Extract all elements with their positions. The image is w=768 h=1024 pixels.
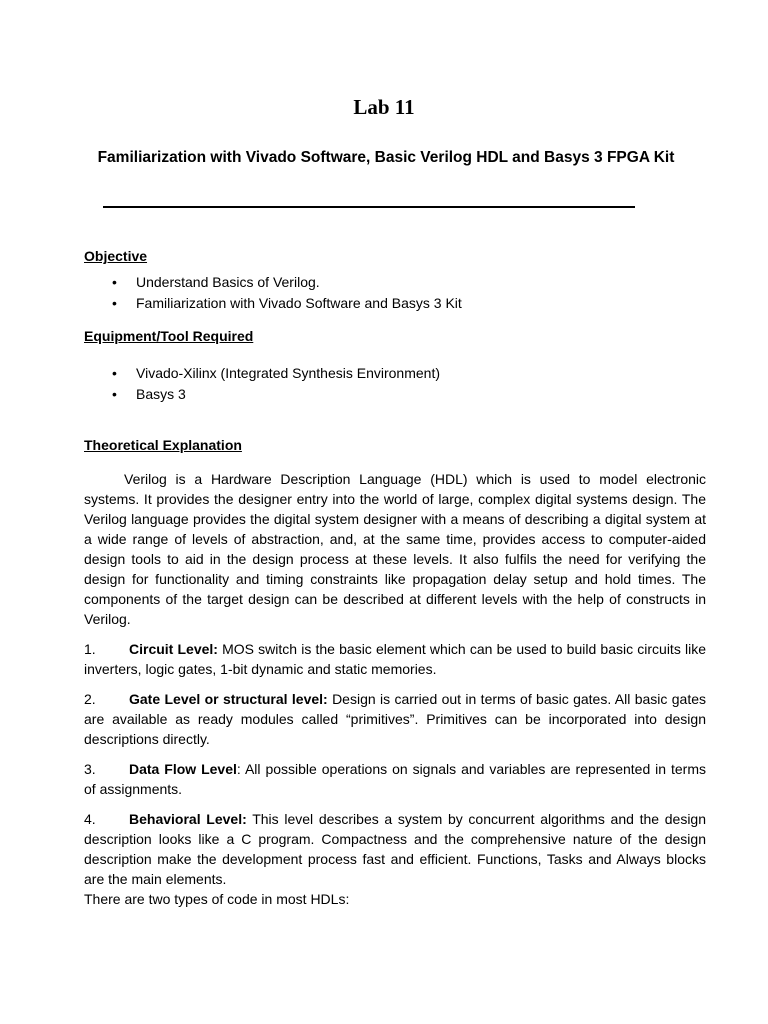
document-subtitle: Familiarization with Vivado Software, Basic Verilog HDL and Basys 3 FPGA Kit (97, 149, 675, 166)
level-number: 1. (84, 641, 96, 657)
level-number: 2. (84, 691, 96, 707)
level-item-dataflow (84, 759, 706, 799)
level-term: Behavioral Level: (129, 811, 247, 827)
equipment-list (112, 363, 440, 404)
theory-intro-paragraph: Verilog is a Hardware Description Language (HDL) which is used to model electronic systems. It provides the designer entry into the world of large, complex digital systems design. The Verilog language provides the digital system designer with a means of describing a digital system at a wide range of levels of abstraction, and, at the same time, provides access to computer-aided design tools to aid in the design process at these levels. It also fulfils the need for verifying the design for functionality and timing constraints like propagation delay setup and hold times. The components of the target design can be described at different levels with the help of constructs in Verilog. (84, 471, 706, 627)
equipment-item: • Basys 3 (112, 384, 440, 405)
objective-heading: Objective (84, 248, 148, 264)
level-description: Design is carried out in terms of basic gates. All basic gates are available as ready modules called “primitives”. Primitives can be incorporated into design descriptions directly. (84, 691, 707, 747)
objective-item: • Understand Basics of Verilog. (112, 272, 462, 293)
objective-list (112, 272, 462, 313)
equipment-heading: Equipment/Tool Required (84, 328, 254, 344)
level-term: Data Flow Level (129, 761, 237, 777)
title-underline-rule (103, 206, 635, 208)
level-description: This level describes a system by concurrent algorithms and the design description looks like a C program. Compactness and the comprehensive nature of the design description make the development process fast and efficient. Functions, Tasks and Always blocks are the main elements. (84, 811, 707, 887)
level-item-circuit (84, 639, 706, 679)
theory-heading: Theoretical Explanation (84, 437, 242, 453)
level-description: : All possible operations on signals and variables are represented in terms of assignments. (84, 761, 706, 797)
level-item-behavioral (84, 809, 706, 889)
lab-title: Lab 11 (353, 95, 415, 119)
objective-item: • Familiarization with Vivado Software and Basys 3 Kit (112, 293, 462, 314)
level-term: Gate Level or structural level: (129, 691, 328, 707)
level-description: MOS switch is the basic element which can be used to build basic circuits like inverters, logic gates, 1-bit dynamic and static memories. (84, 641, 706, 677)
equipment-item: • Vivado-Xilinx (Integrated Synthesis Environment) (112, 363, 440, 384)
level-term: Circuit Level: (129, 641, 218, 657)
level-number: 4. (84, 811, 96, 827)
level-number: 3. (84, 761, 96, 777)
closing-line: There are two types of code in most HDLs: (84, 891, 350, 907)
level-item-gate (84, 689, 706, 749)
